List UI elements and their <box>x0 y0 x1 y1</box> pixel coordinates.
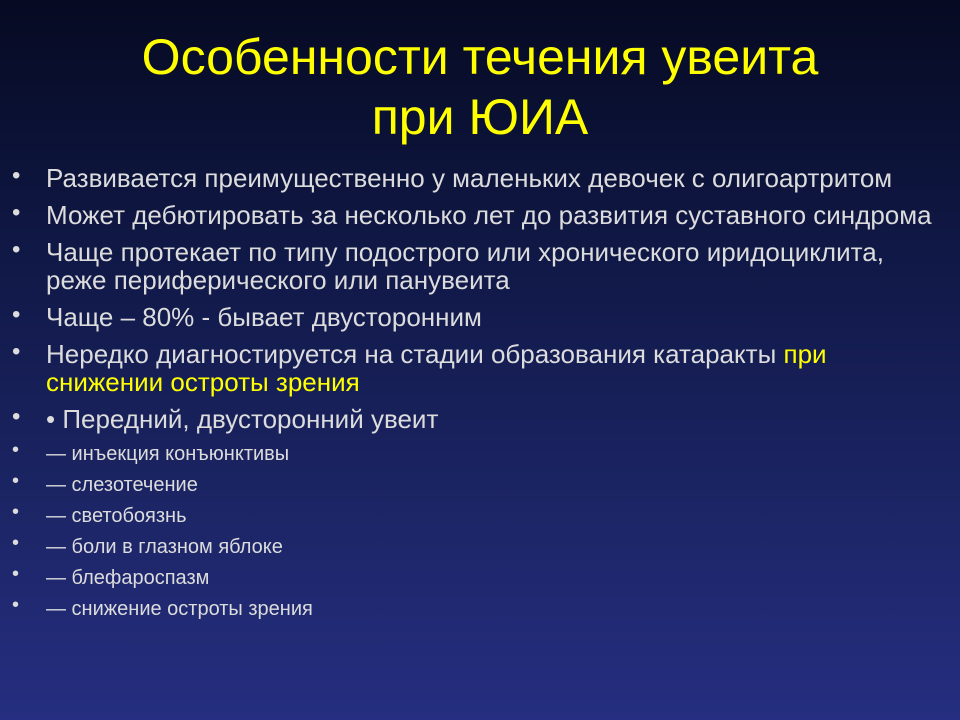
bullet-dot-icon: • <box>12 532 20 554</box>
bullet-text: — светобоязнь <box>46 505 187 527</box>
bullet-dot-icon: • <box>12 403 21 430</box>
bullet-dot-icon: • <box>12 162 21 189</box>
slide-title <box>0 27 960 147</box>
bullet-item <box>0 201 960 229</box>
bullet-text: Нередко диагностируется на стадии образования катаракты <box>46 339 777 369</box>
bullet-text: • Передний, двусторонний увеит <box>46 404 439 434</box>
bullet-dot-icon: • <box>12 501 20 523</box>
bullet-text: — слезотечение <box>46 474 198 496</box>
bullet-item <box>0 405 960 433</box>
bullet-text: — блефароспазм <box>46 567 210 589</box>
title-line-2: при ЮИА <box>371 89 589 145</box>
bullet-item <box>0 303 960 331</box>
bullet-dot-icon: • <box>12 301 21 328</box>
bullet-text: Может дебютировать за несколько лет до развития суставного синдрома <box>46 200 932 230</box>
bullet-dot-icon: • <box>12 199 21 226</box>
bullet-text: Чаще протекает по типу подострого или хронического иридоциклита, реже периферического или панувеита <box>46 237 884 295</box>
bullet-item <box>0 470 960 497</box>
bullet-item <box>0 439 960 466</box>
bullet-dot-icon: • <box>12 236 21 263</box>
bullet-text: — снижение остроты зрения <box>46 598 313 620</box>
bullet-dot-icon: • <box>12 439 20 461</box>
highlighted-text: при снижении остроты зрения <box>46 339 827 397</box>
title-line-1: Особенности течения увеита <box>141 29 819 85</box>
bullet-dot-icon: • <box>12 338 21 365</box>
bullet-item <box>0 532 960 559</box>
bullet-item <box>0 164 960 192</box>
bullet-dot-icon: • <box>12 563 20 585</box>
bullet-dot-icon: • <box>12 470 20 492</box>
bullet-text: Развивается преимущественно у маленьких девочек с олигоартритом <box>46 163 893 193</box>
bullet-item <box>0 563 960 590</box>
bullet-item <box>0 238 960 294</box>
bullet-text: Чаще – 80% - бывает двусторонним <box>46 302 482 332</box>
bullet-text: — боли в глазном яблоке <box>46 536 283 558</box>
bullet-dot-icon: • <box>12 594 20 616</box>
bullet-item <box>0 501 960 528</box>
bullet-item <box>0 594 960 621</box>
bullet-list <box>0 164 960 628</box>
bullet-text: — инъекция конъюнктивы <box>46 443 290 465</box>
bullet-item <box>0 340 960 396</box>
